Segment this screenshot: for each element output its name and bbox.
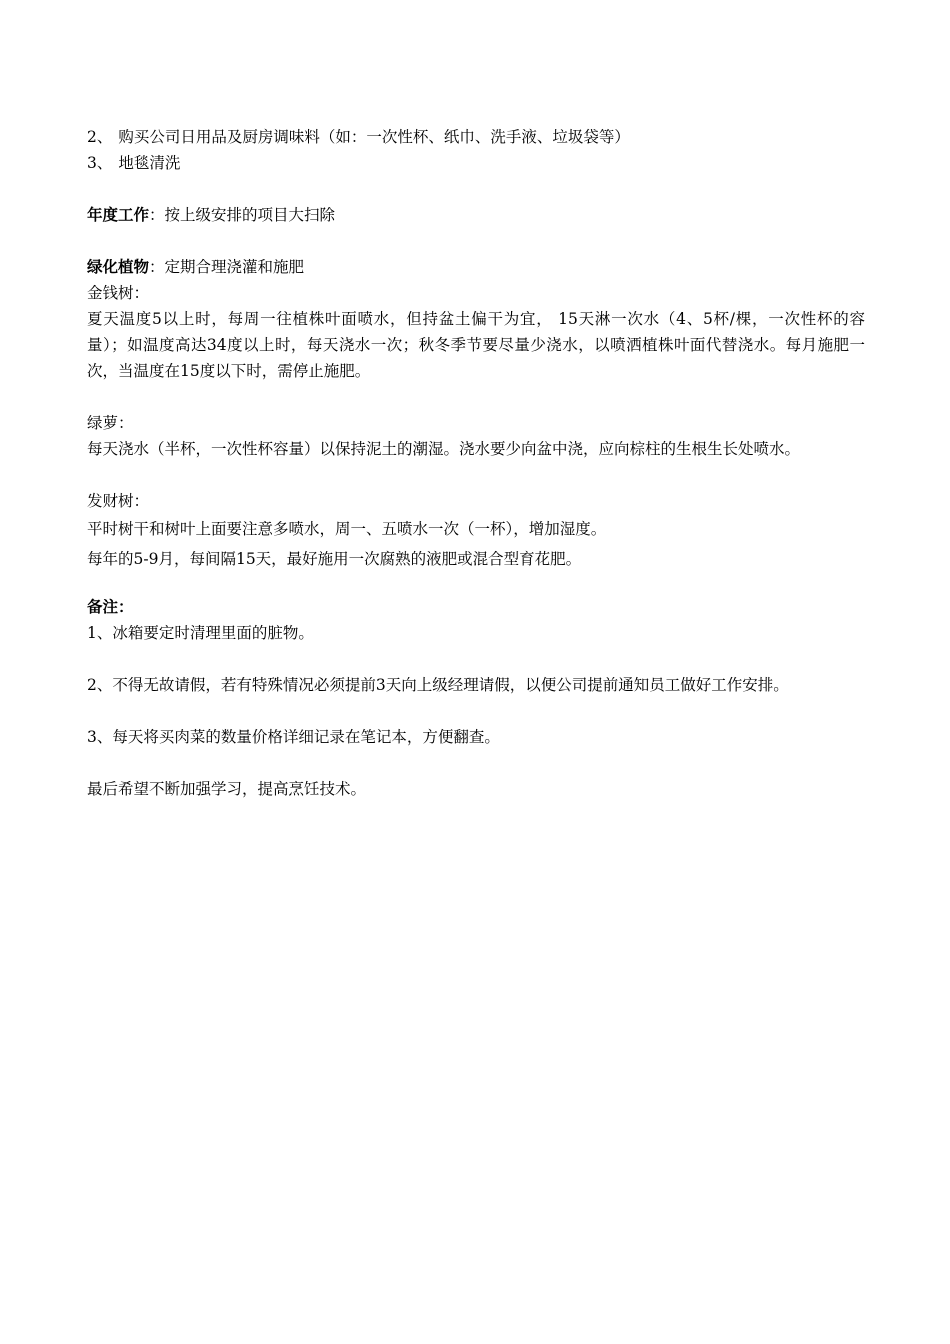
- annual-work-line: [87, 202, 865, 228]
- spacer: [87, 176, 865, 202]
- pothos-title: 绿萝：: [87, 414, 134, 432]
- closing-line: 最后希望不断加强学习，提高烹饪技术。: [87, 780, 367, 798]
- remark-item-2: 2、不得无故请假，若有特殊情况必须提前3天向上级经理请假，以便公司提前通知员工做好工作安排。: [87, 676, 789, 694]
- pachira-line-2: 每年的5-9月，每间隔15天，最好施用一次腐熟的液肥或混合型育花肥。: [87, 550, 582, 568]
- greening-line: [87, 254, 865, 280]
- list-item-number: 2、: [87, 128, 113, 146]
- spacer: [87, 462, 865, 488]
- remark-item-1: 1、冰箱要定时清理里面的脏物。: [87, 624, 314, 642]
- money-tree-body: 夏天温度5以上时，每周一往植株叶面喷水，但持盆土偏干为宜， 15天淋一次水（4、5杯/棵，一次性杯的容量）；如温度高达34度以上时，每天浇水一次；秋冬季节要尽量少浇水，以喷洒植株叶面代替浇水。每月施肥一次，当温度在15度以下时，需停止施肥。: [87, 310, 865, 380]
- spacer: [87, 646, 865, 672]
- list-item-carpet: [87, 150, 865, 176]
- list-item-purchase: [87, 124, 865, 150]
- pachira-title: 发财树：: [87, 492, 150, 510]
- spacer: [87, 228, 865, 254]
- pachira-line-1: 平时树干和树叶上面要注意多喷水，周一、五喷水一次（一杯），增加湿度。: [87, 520, 607, 538]
- remarks-heading: 备注：: [87, 598, 134, 616]
- list-item-number: 3、: [87, 154, 113, 172]
- annual-work-colon: ：: [149, 206, 165, 224]
- document-page: [87, 124, 865, 802]
- spacer: [87, 384, 865, 410]
- greening-heading: 绿化植物: [87, 258, 150, 276]
- greening-text: 定期合理浇灌和施肥: [164, 258, 305, 276]
- money-tree-title: 金钱树：: [87, 284, 150, 302]
- list-item-text: 地毯清洗: [118, 154, 181, 172]
- annual-work-heading: 年度工作: [87, 206, 150, 224]
- list-item-text: 购买公司日用品及厨房调味料（如：一次性杯、纸巾、洗手液、垃圾袋等）: [118, 128, 630, 146]
- annual-work-text: 按上级安排的项目大扫除: [164, 206, 336, 224]
- pothos-body: 每天浇水（半杯，一次性杯容量）以保持泥土的潮湿。浇水要少向盆中浇，应向棕柱的生根生长处喷水。: [87, 440, 801, 458]
- spacer: [87, 574, 865, 594]
- greening-colon: ：: [149, 258, 165, 276]
- spacer: [87, 750, 865, 776]
- spacer: [87, 698, 865, 724]
- remark-item-3: 3、每天将买肉菜的数量价格详细记录在笔记本，方便翻查。: [87, 728, 500, 746]
